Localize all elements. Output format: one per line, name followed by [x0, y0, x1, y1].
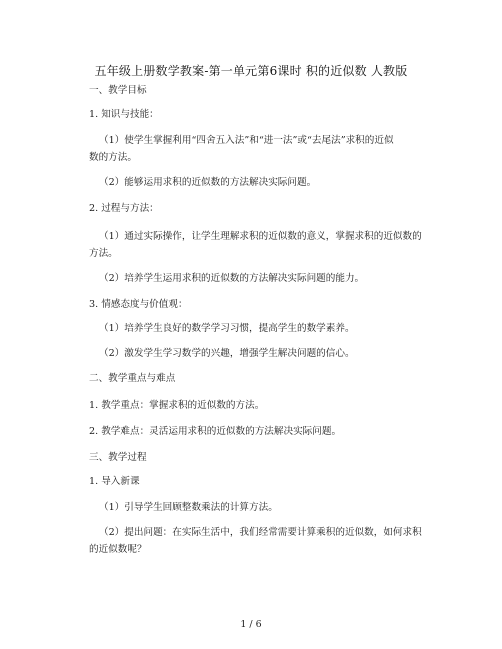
page-indicator: 1 / 6 [240, 619, 262, 630]
paragraph-line: 数的方法。 [89, 152, 137, 163]
paragraph-line: （2）激发学生学习数学的兴趣，增强学生解决问题的信心。 [99, 348, 355, 359]
section-heading-process: 三、教学过程 [89, 452, 147, 463]
section-heading-objectives: 一、教学目标 [89, 85, 147, 96]
subheading-process-method: 2. 过程与方法： [89, 203, 159, 214]
paragraph-line: 方法。 [89, 248, 118, 259]
paragraph-line: （2）提出问题：在实际生活中，我们经常需要计算乘积的近似数，如何求积 [99, 527, 422, 538]
subheading-knowledge-skills: 1. 知识与技能： [89, 109, 159, 120]
paragraph-line: 2. 教学难点：灵活运用求积的近似数的方法解决实际问题。 [89, 426, 342, 437]
paragraph-line: 的近似数呢？ [89, 544, 147, 555]
subheading-attitude-values: 3. 情感态度与价值观： [89, 299, 188, 310]
subheading-introduction: 1. 导入新课 [89, 476, 140, 487]
paragraph-line: 1. 教学重点：掌握求积的近似数的方法。 [89, 400, 265, 411]
paragraph-line: （2）培养学生运用求积的近似数的方法解决实际问题的能力。 [99, 273, 365, 284]
paragraph-line: （1）通过实际操作，让学生理解求积的近似数的意义，掌握求积的近似数的 [99, 231, 422, 242]
paragraph-line: （1）使学生掌握利用“四舍五入法”和“进一法”或“去尾法”求积的近似 [99, 135, 394, 146]
document-title: 五年级上册数学教案-第一单元第6课时 积的近似数 人教版 [94, 64, 408, 78]
section-heading-key-points: 二、教学重点与难点 [89, 373, 176, 384]
paragraph-line: （2）能够运用求积的近似数的方法解决实际问题。 [99, 177, 317, 188]
paragraph-line: （1）引导学生回顾整数乘法的计算方法。 [99, 502, 278, 513]
paragraph-line: （1）培养学生良好的数学学习习惯，提高学生的数学素养。 [99, 323, 355, 334]
